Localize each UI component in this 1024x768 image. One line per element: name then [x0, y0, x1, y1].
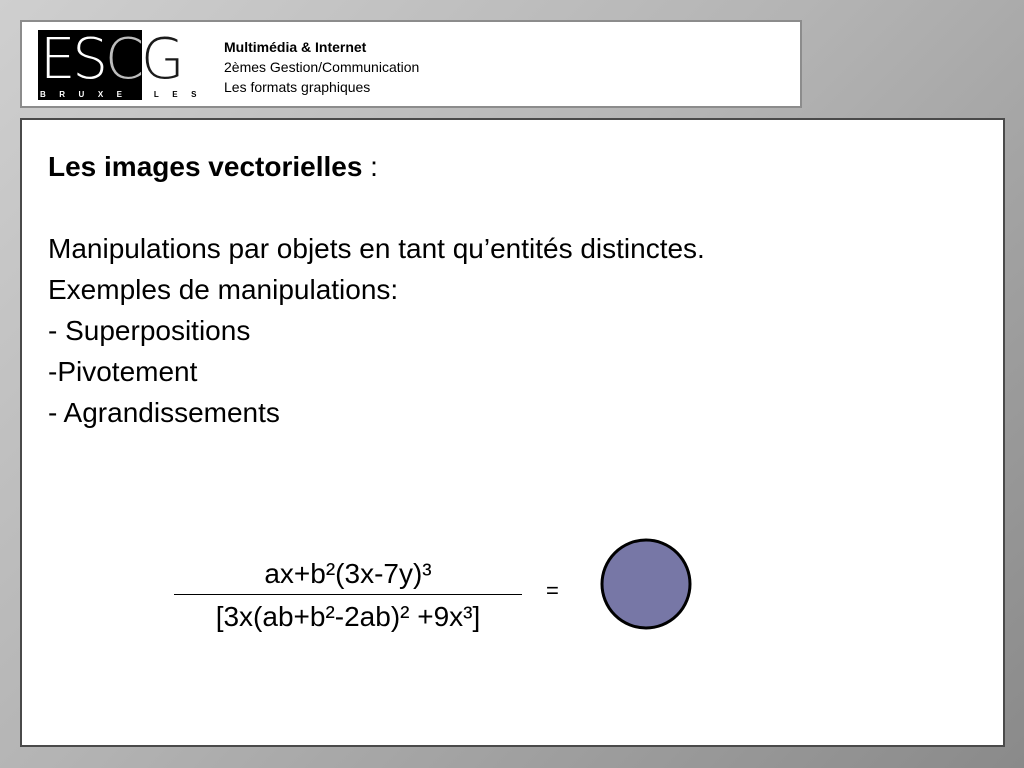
- header-banner: [20, 20, 802, 108]
- logo-letters: ESCG: [40, 27, 182, 92]
- body-line-manipulations: Manipulations par objets en tant qu’entités distinctes.: [48, 233, 705, 264]
- header-info: [224, 37, 419, 97]
- blank-line: [48, 187, 705, 228]
- equals-sign: =: [546, 578, 559, 603]
- slide-title-text: Les images vectorielles: [48, 151, 363, 182]
- formula-numerator: ax+b²(3x-7y)³: [264, 558, 432, 589]
- vector-circle: [602, 540, 690, 628]
- circle-shape: [598, 536, 694, 632]
- list-item-superpositions: - Superpositions: [48, 315, 251, 346]
- slide-title: [48, 146, 705, 187]
- formula-fraction: [174, 556, 522, 635]
- logo-subtitle: BRUXELLES: [40, 90, 210, 99]
- slide-body: [48, 146, 705, 433]
- escg-logo: [38, 27, 210, 99]
- list-item-pivotement: -Pivotement: [48, 356, 198, 387]
- course-title: Multimédia & Internet: [224, 39, 367, 55]
- slide-title-colon: :: [362, 151, 378, 182]
- course-level: 2èmes Gestion/Communication: [224, 59, 420, 75]
- list-item-agrandissements: - Agrandissements: [48, 397, 280, 428]
- fraction-bar: [174, 594, 522, 595]
- body-line-examples: Exemples de manipulations:: [48, 274, 399, 305]
- course-topic: Les formats graphiques: [224, 79, 371, 95]
- formula-denominator: [3x(ab+b²-2ab)² +9x³]: [215, 601, 481, 632]
- slide-content: [20, 118, 1005, 747]
